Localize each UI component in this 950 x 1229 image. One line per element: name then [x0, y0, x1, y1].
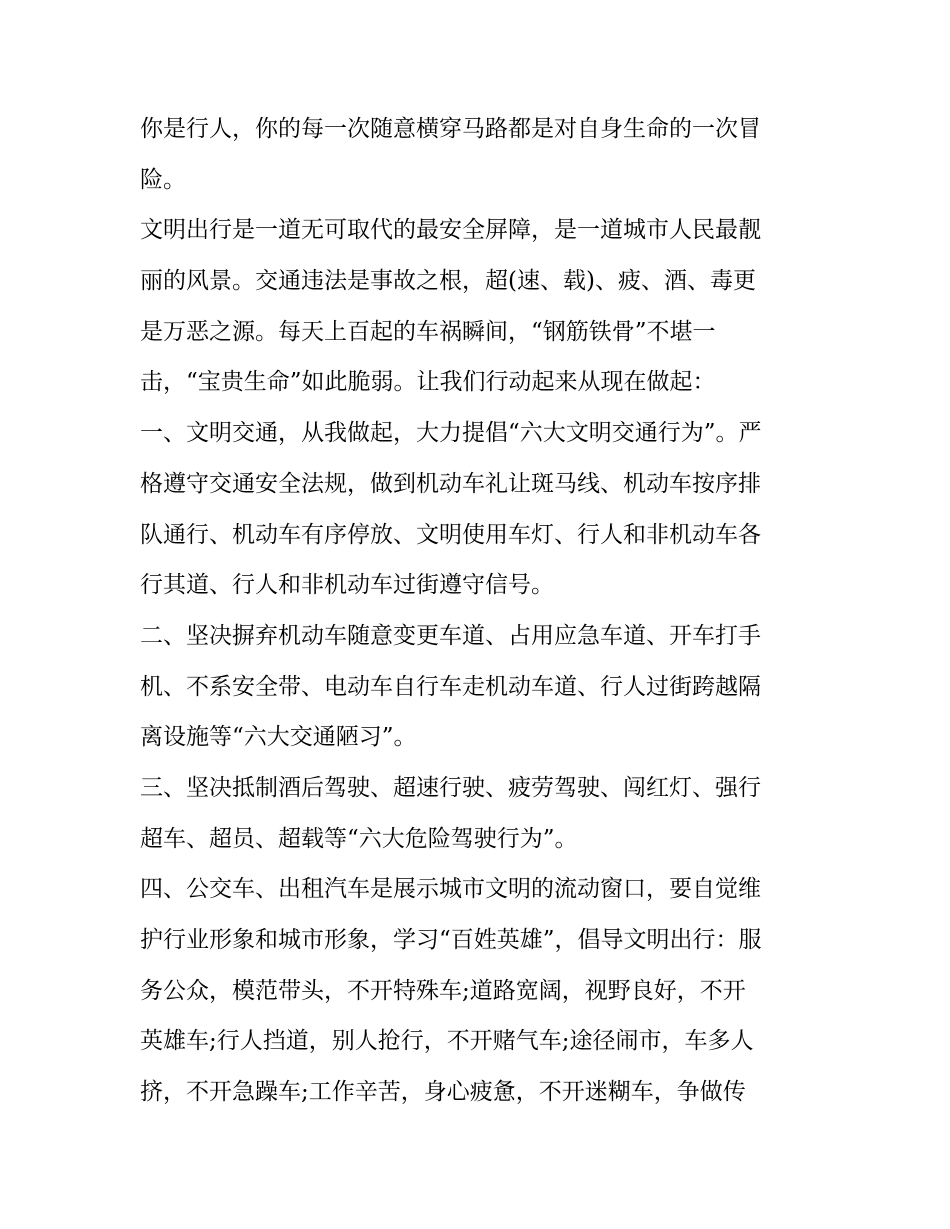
text-line: 丽的风景。交通违法是事故之根，超(速、载)、疲、酒、毒更: [140, 268, 756, 295]
text-line: 是万恶之源。每天上百起的车祸瞬间，“钢筋铁骨”不堪一: [140, 318, 716, 345]
text-line: 三、坚决抵制酒后驾驶、超速行驶、疲劳驾驶、闯红灯、强行: [140, 774, 761, 801]
text-line: 务公众，模范带头，不开特殊车;道路宽阔，视野良好，不开: [140, 977, 746, 1004]
text-line: 一、文明交通，从我做起，大力提倡“六大文明交通行为”。严: [140, 420, 762, 447]
text-line: 击，“宝贵生命”如此脆弱。让我们行动起来从现在做起：: [140, 369, 716, 396]
text-line: 格遵守交通安全法规，做到机动车礼让斑马线、机动车按序排: [140, 470, 761, 497]
text-line: 机、不系安全带、电动车自行车走机动车道、行人过街跨越隔: [140, 673, 761, 700]
text-line: 四、公交车、出租汽车是展示城市文明的流动窗口，要自觉维: [140, 876, 761, 903]
text-line: 英雄车;行人挡道，别人抢行，不开赌气车;途径闹市，车多人: [140, 1028, 754, 1055]
text-line: 行其道、行人和非机动车过街遵守信号。: [140, 572, 554, 599]
text-line: 挤，不开急躁车;工作辛苦，身心疲惫，不开迷糊车，争做传: [140, 1079, 746, 1106]
text-line: 队通行、机动车有序停放、文明使用车灯、行人和非机动车各: [140, 521, 761, 548]
text-line: 离设施等“六大交通陋习”。: [140, 724, 417, 751]
text-line: 超车、超员、超载等“六大危险驾驶行为”。: [140, 825, 578, 852]
text-line: 二、坚决摒弃机动车随意变更车道、占用应急车道、开车打手: [140, 622, 761, 649]
document-body: [140, 104, 820, 1118]
text-line: 你是行人，你的每一次随意横穿马路都是对自身生命的一次冒: [140, 116, 761, 142]
text-line: 险。: [140, 166, 186, 193]
text-line: 护行业形象和城市形象，学习“百姓英雄”，倡导文明出行：服: [140, 927, 762, 953]
text-line: 文明出行是一道无可取代的最安全屏障，是一道城市人民最靓: [140, 217, 761, 244]
